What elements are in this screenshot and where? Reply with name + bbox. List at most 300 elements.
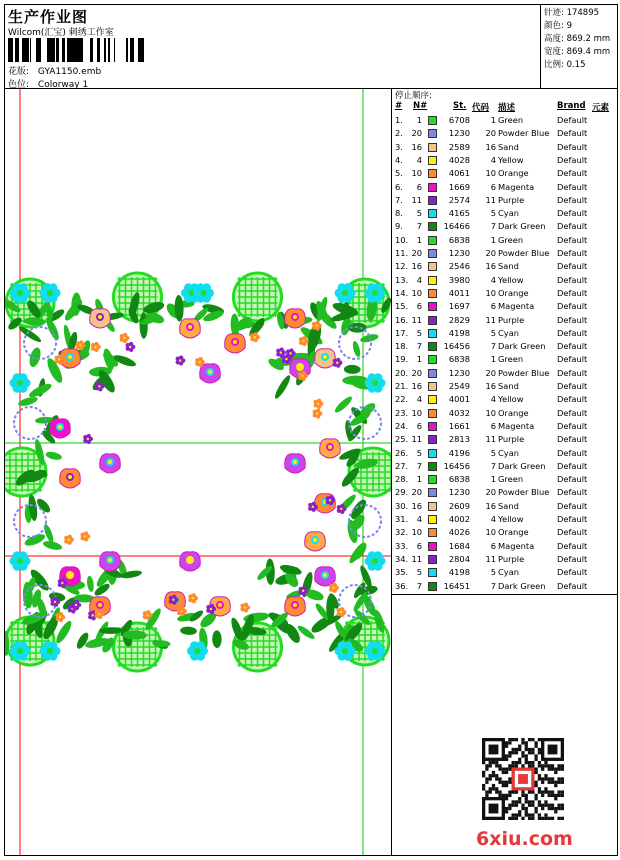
description-cell: Dark Green xyxy=(498,460,546,471)
description-cell: Dark Green xyxy=(498,580,546,591)
description-cell: Sand xyxy=(498,381,519,391)
brand-cell: Default xyxy=(557,487,588,498)
table-row xyxy=(392,195,618,208)
color-swatch xyxy=(428,209,437,218)
cyan-flower xyxy=(201,290,207,296)
needle-number: 5 xyxy=(416,447,422,458)
floret xyxy=(98,613,100,615)
cyan-flower xyxy=(17,290,23,296)
stitch-count-cell: 4198 xyxy=(448,567,470,578)
description-cell: Cyan xyxy=(498,567,520,578)
description-cell: Sand xyxy=(498,500,519,511)
code-cell: 16 xyxy=(485,261,496,272)
code-cell: 4 xyxy=(490,274,496,285)
stitch-count-cell: 4198 xyxy=(448,327,470,338)
floret xyxy=(92,614,94,616)
brand-cell: Default xyxy=(557,181,588,192)
code-cell: 4 xyxy=(490,154,496,165)
needle-number: 4 xyxy=(416,154,422,165)
stitch-count-cell: 2546 xyxy=(448,261,470,272)
stitch-count-cell: 1230 xyxy=(448,128,470,139)
row-number: 11. xyxy=(395,248,409,258)
brand-cell: Default xyxy=(557,234,588,245)
design-scale: 比例: 0.15 xyxy=(544,60,586,70)
table-row xyxy=(392,421,618,434)
leaf-motif xyxy=(23,532,46,548)
table-row xyxy=(392,501,618,514)
row-number: 1. xyxy=(395,115,403,125)
col-header-description: 描述 xyxy=(498,103,516,113)
stitch-count-cell: 1661 xyxy=(448,420,470,431)
cyan-flower xyxy=(372,380,378,386)
needle-number: 16 xyxy=(411,261,422,272)
stitch-count-cell: 2609 xyxy=(448,500,470,511)
code-cell: 6 xyxy=(490,420,496,431)
color-swatch xyxy=(428,249,437,258)
col-header-no: # xyxy=(395,101,403,111)
needle-number: 6 xyxy=(416,301,422,312)
brand-cell: Default xyxy=(557,407,588,418)
col-header-needle: N# xyxy=(413,101,428,111)
description-cell: Magenta xyxy=(498,301,535,312)
table-row xyxy=(392,448,618,461)
floret xyxy=(180,610,182,612)
color-swatch xyxy=(428,395,437,404)
row-number: 26. xyxy=(395,447,409,458)
needle-number: 1 xyxy=(416,474,422,485)
floret xyxy=(302,340,304,342)
description-cell: Purple xyxy=(498,314,525,325)
brand-cell: Default xyxy=(557,540,588,551)
row-number: 6. xyxy=(395,181,403,192)
floret xyxy=(210,608,212,610)
color-swatch xyxy=(428,289,437,298)
brand-cell: Default xyxy=(557,301,588,312)
design-height: 高度: 869.2 mm xyxy=(544,34,611,44)
code-cell: 7 xyxy=(490,460,496,471)
col-header-brand: Brand xyxy=(557,101,586,111)
code-cell: 16 xyxy=(485,500,496,511)
color-swatch xyxy=(428,449,437,458)
table-row xyxy=(392,354,618,367)
qr-code-icon xyxy=(482,738,564,820)
code-cell: 1 xyxy=(490,115,496,125)
code-cell: 11 xyxy=(485,553,496,564)
stitch-count-cell: 1669 xyxy=(448,181,470,192)
table-row xyxy=(392,554,618,567)
floret xyxy=(84,535,86,537)
col-header-element: 元素 xyxy=(592,103,610,113)
table-row xyxy=(392,168,618,181)
brand-cell: Default xyxy=(557,420,588,431)
table-row xyxy=(392,288,618,301)
floret xyxy=(58,358,60,360)
brand-cell: Default xyxy=(557,447,588,458)
row-number: 31. xyxy=(395,514,409,524)
description-cell: Purple xyxy=(498,434,525,445)
color-swatch xyxy=(428,435,437,444)
needle-number: 10 xyxy=(411,168,422,179)
brand-cell: Default xyxy=(557,141,588,152)
color-swatch xyxy=(428,582,437,591)
brand-cell: Default xyxy=(557,221,588,232)
stitch-count-cell: 6838 xyxy=(448,354,470,365)
leaf-motif xyxy=(333,394,354,414)
table-row xyxy=(392,208,618,221)
row-number: 13. xyxy=(395,274,409,285)
stop-sequence-table xyxy=(392,88,618,594)
color-swatch xyxy=(428,129,437,138)
description-cell: Yellow xyxy=(498,154,524,165)
description-cell: Powder Blue xyxy=(498,128,550,139)
stitch-count-cell: 6708 xyxy=(448,115,470,125)
color-swatch xyxy=(428,183,437,192)
color-swatch xyxy=(428,222,437,231)
description-cell: Purple xyxy=(498,553,525,564)
stitch-count-cell: 4002 xyxy=(448,514,470,524)
cyan-flower xyxy=(47,648,53,654)
stitch-count-cell: 1230 xyxy=(448,248,470,258)
cyan-flower xyxy=(17,380,23,386)
brand-cell: Default xyxy=(557,341,588,352)
description-cell: Purple xyxy=(498,194,525,205)
cyan-flower xyxy=(47,290,53,296)
row-number: 2. xyxy=(395,128,403,139)
color-swatch xyxy=(428,568,437,577)
brand-cell: Default xyxy=(557,394,588,405)
cyan-flower xyxy=(17,558,23,564)
floret xyxy=(312,506,314,508)
stitch-count-cell: 16456 xyxy=(443,460,470,471)
row-number: 28. xyxy=(395,474,409,485)
color-swatch xyxy=(428,236,437,245)
colorway-label: 色位: xyxy=(8,80,30,90)
code-cell: 1 xyxy=(490,474,496,485)
floret xyxy=(254,336,256,338)
code-cell: 6 xyxy=(490,301,496,312)
description-cell: Magenta xyxy=(498,181,535,192)
stitch-count: 针迹: 174895 xyxy=(544,8,600,18)
brand-cell: Default xyxy=(557,474,588,485)
code-cell: 5 xyxy=(490,447,496,458)
brand-cell: Default xyxy=(557,261,588,272)
table-row xyxy=(392,115,618,128)
color-swatch xyxy=(428,276,437,285)
row-number: 3. xyxy=(395,141,403,152)
code-cell: 11 xyxy=(485,194,496,205)
description-cell: Yellow xyxy=(498,514,524,524)
brand-cell: Default xyxy=(557,460,588,471)
stitch-count-cell: 4032 xyxy=(448,407,470,418)
brand-cell: Default xyxy=(557,314,588,325)
brand-cell: Default xyxy=(557,168,588,179)
table-row xyxy=(392,381,618,394)
needle-number: 20 xyxy=(411,487,422,498)
description-cell: Green xyxy=(498,354,524,365)
color-swatch xyxy=(428,143,437,152)
color-swatch xyxy=(428,502,437,511)
table-row xyxy=(392,368,618,381)
floret xyxy=(301,375,303,377)
description-cell: Dark Green xyxy=(498,221,546,232)
table-row xyxy=(392,487,618,500)
row-number: 29. xyxy=(395,487,409,498)
code-cell: 7 xyxy=(490,341,496,352)
floret xyxy=(192,597,194,599)
table-row xyxy=(392,394,618,407)
description-cell: Magenta xyxy=(498,420,535,431)
code-cell: 7 xyxy=(490,221,496,232)
needle-number: 4 xyxy=(416,394,422,405)
code-cell: 7 xyxy=(490,580,496,591)
color-swatch xyxy=(428,475,437,484)
table-row xyxy=(392,155,618,168)
table-row xyxy=(392,128,618,141)
floret xyxy=(68,539,70,541)
description-cell: Dark Green xyxy=(498,341,546,352)
floret xyxy=(336,362,338,364)
code-cell: 5 xyxy=(490,327,496,338)
color-swatch xyxy=(428,116,437,125)
table-row xyxy=(392,301,618,314)
color-swatch xyxy=(428,316,437,325)
needle-number: 6 xyxy=(416,540,422,551)
cyan-flower xyxy=(372,290,378,296)
row-number: 33. xyxy=(395,540,409,551)
brand-cell: Default xyxy=(557,274,588,285)
floret xyxy=(129,346,131,348)
cyan-flower xyxy=(342,290,348,296)
table-row xyxy=(392,581,618,594)
floret xyxy=(94,346,96,348)
col-header-stitches: St. xyxy=(453,101,467,111)
brand-cell: Default xyxy=(557,354,588,365)
color-swatch xyxy=(428,329,437,338)
leaf-motif xyxy=(212,630,222,648)
row-number: 24. xyxy=(395,420,409,431)
description-cell: Powder Blue xyxy=(498,367,550,378)
table-row xyxy=(392,341,618,354)
stitch-count-cell: 4011 xyxy=(448,287,470,298)
needle-number: 7 xyxy=(416,221,422,232)
stitch-count-cell: 4196 xyxy=(448,447,470,458)
floret xyxy=(329,499,331,501)
needle-number: 10 xyxy=(411,407,422,418)
color-swatch xyxy=(428,515,437,524)
description-cell: Green xyxy=(498,234,524,245)
table-row xyxy=(392,235,618,248)
stitch-count-cell: 1230 xyxy=(448,367,470,378)
code-cell: 10 xyxy=(485,287,496,298)
cyan-flower xyxy=(372,558,378,564)
table-row xyxy=(392,182,618,195)
design-file-row xyxy=(8,64,101,77)
code-cell: 16 xyxy=(485,141,496,152)
row-number: 32. xyxy=(395,527,409,538)
row-number: 21. xyxy=(395,381,409,391)
leaf-motif xyxy=(180,626,197,635)
table-row xyxy=(392,261,618,274)
stitch-count-cell: 6838 xyxy=(448,234,470,245)
needle-number: 1 xyxy=(416,234,422,245)
floret xyxy=(315,324,317,326)
design-width: 宽度: 869.4 mm xyxy=(544,47,611,57)
color-count: 颜色: 9 xyxy=(544,21,572,31)
cyan-flower xyxy=(372,648,378,654)
floret xyxy=(280,351,282,353)
brand-cell: Default xyxy=(557,367,588,378)
brand-cell: Default xyxy=(557,154,588,165)
description-cell: Magenta xyxy=(498,540,535,551)
needle-number: 6 xyxy=(416,420,422,431)
table-row xyxy=(392,275,618,288)
floret xyxy=(75,604,77,606)
row-number: 23. xyxy=(395,407,409,418)
row-number: 35. xyxy=(395,567,409,578)
stitch-count-cell: 2813 xyxy=(448,434,470,445)
stitch-count-cell: 2804 xyxy=(448,553,470,564)
description-cell: Sand xyxy=(498,141,519,152)
stitch-count-cell: 16466 xyxy=(443,221,470,232)
needle-number: 10 xyxy=(411,287,422,298)
description-cell: Green xyxy=(498,474,524,485)
needle-number: 20 xyxy=(411,367,422,378)
stitch-count-cell: 1684 xyxy=(448,540,470,551)
brand-cell: Default xyxy=(557,434,588,445)
brand-cell: Default xyxy=(557,567,588,578)
cyan-flower xyxy=(195,648,201,654)
stitch-count-cell: 3980 xyxy=(448,274,470,285)
color-swatch xyxy=(428,382,437,391)
floret xyxy=(54,601,56,603)
floret xyxy=(179,359,181,361)
floret xyxy=(285,358,287,360)
color-swatch xyxy=(428,355,437,364)
brand-cell: Default xyxy=(557,287,588,298)
stitch-count-cell: 4028 xyxy=(448,154,470,165)
color-swatch xyxy=(428,342,437,351)
table-caption: 停止顺序: xyxy=(395,91,432,101)
code-cell: 5 xyxy=(490,567,496,578)
row-number: 17. xyxy=(395,327,409,338)
code-cell: 10 xyxy=(485,407,496,418)
color-swatch xyxy=(428,555,437,564)
color-swatch xyxy=(428,169,437,178)
stitch-count-cell: 4001 xyxy=(448,394,470,405)
description-cell: Orange xyxy=(498,407,529,418)
description-cell: Yellow xyxy=(498,394,524,405)
floret xyxy=(317,403,319,405)
needle-number: 7 xyxy=(416,580,422,591)
floret xyxy=(340,611,342,613)
stitch-count-cell: 16456 xyxy=(443,341,470,352)
color-swatch xyxy=(428,542,437,551)
floret xyxy=(172,599,174,601)
code-cell: 20 xyxy=(485,367,496,378)
table-bottom-divider xyxy=(391,594,618,595)
needle-number: 6 xyxy=(416,181,422,192)
stitch-count-cell: 4165 xyxy=(448,208,470,219)
row-number: 18. xyxy=(395,341,409,352)
table-row xyxy=(392,248,618,261)
needle-number: 11 xyxy=(411,553,422,564)
row-number: 8. xyxy=(395,208,403,219)
color-swatch xyxy=(428,302,437,311)
description-cell: Sand xyxy=(498,261,519,272)
table-row xyxy=(392,514,618,527)
needle-number: 11 xyxy=(411,194,422,205)
brand-cell: Default xyxy=(557,381,588,391)
row-number: 14. xyxy=(395,287,409,298)
stitch-count-cell: 1230 xyxy=(448,487,470,498)
row-number: 20. xyxy=(395,367,409,378)
floret xyxy=(289,352,291,354)
row-number: 22. xyxy=(395,394,409,405)
row-number: 9. xyxy=(395,221,403,232)
table-row xyxy=(392,142,618,155)
code-cell: 1 xyxy=(490,354,496,365)
row-number: 30. xyxy=(395,500,409,511)
site-watermark: 6xiu.com xyxy=(476,828,573,850)
row-number: 34. xyxy=(395,553,409,564)
description-cell: Cyan xyxy=(498,327,520,338)
table-row xyxy=(392,567,618,580)
color-swatch xyxy=(428,422,437,431)
description-cell: Powder Blue xyxy=(498,248,550,258)
brand-cell: Default xyxy=(557,527,588,538)
software-subtitle: Wilcom(汇宝) 刺绣工作室 xyxy=(8,28,114,38)
color-swatch xyxy=(428,369,437,378)
cyan-flower xyxy=(342,648,348,654)
needle-number: 16 xyxy=(411,500,422,511)
needle-number: 5 xyxy=(416,327,422,338)
code-cell: 6 xyxy=(490,540,496,551)
leaf-motif xyxy=(45,450,63,461)
leaf-motif xyxy=(75,631,91,651)
floret xyxy=(199,361,201,363)
brand-cell: Default xyxy=(557,500,588,511)
code-cell: 5 xyxy=(490,208,496,219)
code-cell: 20 xyxy=(485,128,496,139)
needle-number: 5 xyxy=(416,208,422,219)
embroidery-preview xyxy=(5,89,391,855)
table-row xyxy=(392,315,618,328)
floret xyxy=(61,582,63,584)
description-cell: Cyan xyxy=(498,208,520,219)
table-row xyxy=(392,461,618,474)
code-cell: 4 xyxy=(490,394,496,405)
row-number: 10. xyxy=(395,234,409,245)
needle-number: 7 xyxy=(416,460,422,471)
stitch-count-cell: 2589 xyxy=(448,141,470,152)
floret xyxy=(146,614,148,616)
needle-number: 4 xyxy=(416,514,422,524)
code-cell: 20 xyxy=(485,248,496,258)
needle-number: 20 xyxy=(411,248,422,258)
brand-cell: Default xyxy=(557,580,588,591)
floret xyxy=(79,344,81,346)
code-cell: 4 xyxy=(490,514,496,524)
table-row xyxy=(392,541,618,554)
page-title: 生产作业图 xyxy=(8,8,89,26)
design-file-value: GYA1150.emb xyxy=(37,67,102,77)
table-row xyxy=(392,221,618,234)
brand-cell: Default xyxy=(557,115,588,125)
table-row xyxy=(392,527,618,540)
stitch-count-cell: 4061 xyxy=(448,168,470,179)
barcode-icon xyxy=(8,38,146,62)
color-swatch xyxy=(428,528,437,537)
